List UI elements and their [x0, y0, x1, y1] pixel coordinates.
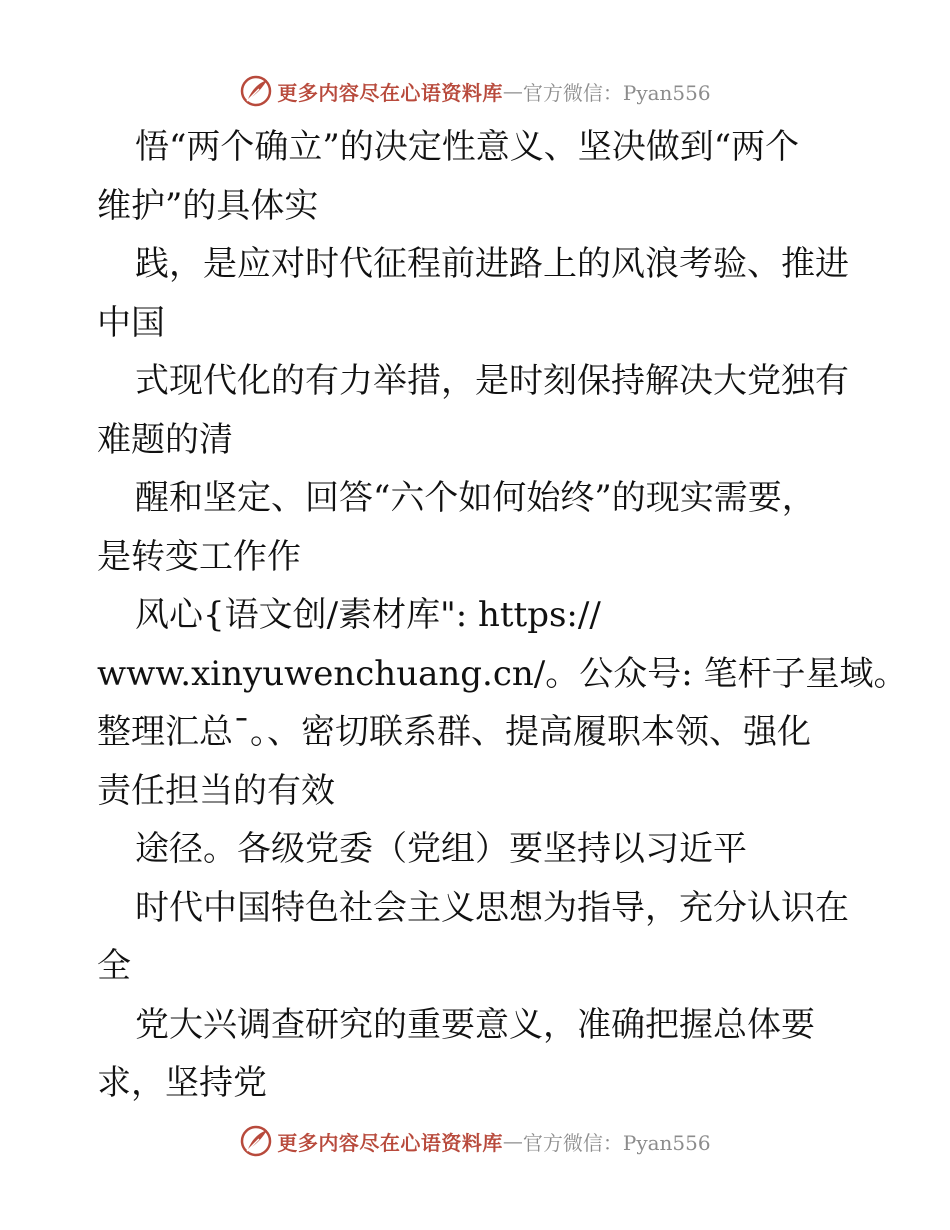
footer-banner [0, 1121, 950, 1161]
body-line: 式现代化的有力举措，是时刻保持解决大党独有 [135, 361, 849, 401]
body-line: 醒和坚定、回答“六个如何始终”的现实需要， [135, 478, 816, 518]
body-line: 求，坚持党 [97, 1063, 267, 1103]
body-line: 时代中国特色社会主义思想为指导，充分认识在 [135, 887, 849, 928]
body-line: 践，是应对时代征程前进路上的风浪考验、推进 [135, 244, 849, 284]
body-line: 悟“两个确立”的决定性意义、坚决做到“两个 [135, 127, 800, 167]
body-line: www.xinyuwenchuang.cn/。公众号: 笔杆子星域。 [97, 653, 908, 694]
body-line: 党大兴调查研究的重要意义，准确把握总体要 [135, 1004, 815, 1045]
body-line: 是转变工作作 [97, 536, 301, 577]
body-line: 整理汇总¯。、密切联系群、提高履职本领、强化 [97, 712, 811, 752]
body-line: 全 [97, 946, 131, 986]
header-banner [0, 71, 950, 111]
banner-site-name: 更多内容尽在心语资料库 [277, 80, 503, 105]
body-line: 途径。各级党委（党组）要坚持以习近平 [135, 829, 747, 869]
body-line: 中国 [97, 302, 165, 343]
banner-site-name: 更多内容尽在心语资料库 [277, 1130, 503, 1155]
banner-wechat: 官方微信：Pyan556 [522, 1130, 711, 1155]
banner-dash: — [502, 79, 523, 103]
body-line: 责任担当的有效 [97, 770, 335, 811]
banner-dash: — [502, 1129, 523, 1153]
feather-logo-icon [239, 74, 273, 108]
body-line: 风心{语文创/素材库": https:// [135, 595, 601, 635]
body-line: 维护”的具体实 [97, 185, 319, 226]
document-body [97, 118, 908, 1113]
feather-logo-icon [239, 1124, 273, 1158]
banner-wechat: 官方微信：Pyan556 [522, 80, 711, 105]
body-line: 难题的清 [97, 419, 233, 460]
